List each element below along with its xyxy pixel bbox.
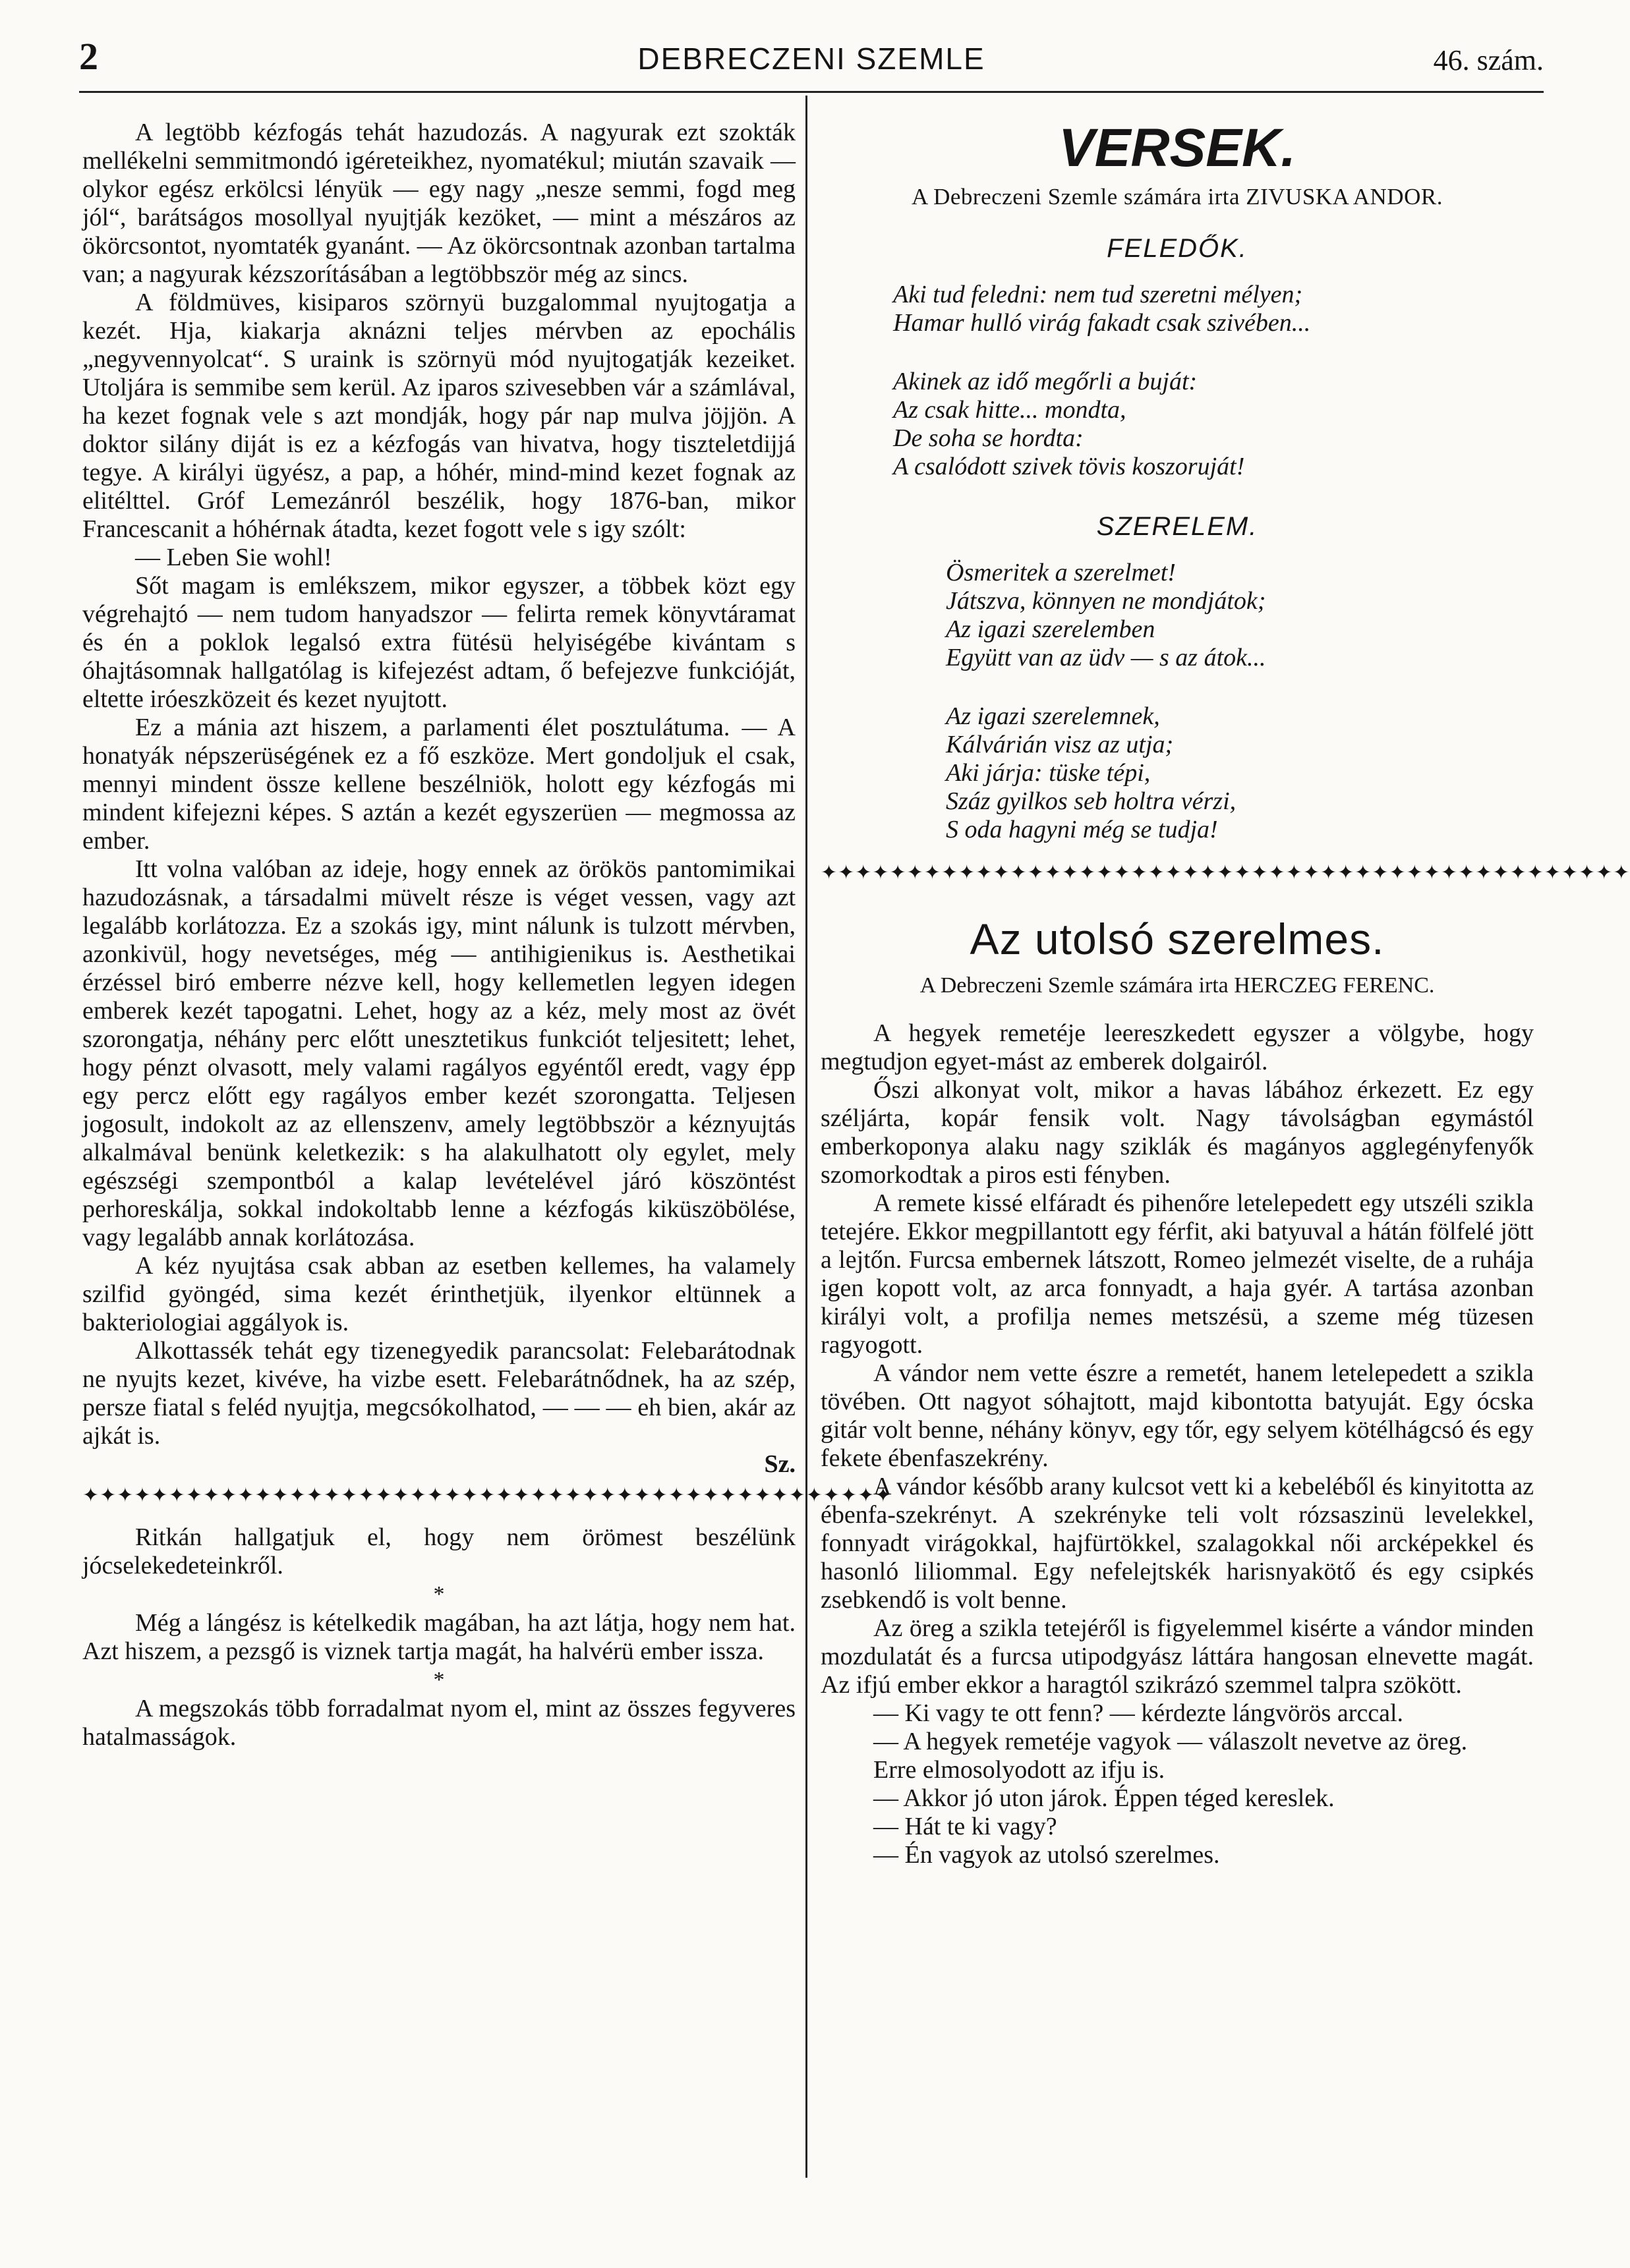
right-column <box>821 118 1630 1869</box>
story-paragraph: — Én vagyok az utolsó szerelmes. <box>873 1841 1220 1869</box>
poem-line: A csalódott szivek tövis koszoruját! <box>893 453 1245 480</box>
poem-line: Aki járja: tüske tépi, <box>946 759 1151 787</box>
poem-line: Az igazi szerelemnek, <box>946 702 1160 730</box>
page-header <box>79 34 1544 87</box>
poem-line: De soha se hordta: <box>893 424 1084 452</box>
asterisk-separator: * <box>433 1582 445 1606</box>
story-paragraph: A vándor később arany kulcsot vett ki a kebeléből és kinyitotta az ébenfa-szekrényt. A szekrényke teli volt rózsaszinü levelekkel, fonnyadt virágokkal, hajfürtökkel, szalagokkal női arcképekkel és hasonló liliommal. Egy nefelejtskék harisnyakötő és egy csipkés zsebkendő is volt benne. <box>821 1473 1534 1614</box>
poem-line: Aki tud feledni: nem tud szeretni mélyen; <box>893 281 1303 308</box>
story-paragraph: Az öreg a szikla tetejéről is figyelemmel kisérte a vándor minden mozdulatát és a furcsa utipodgyász láttára hangosan elnevette magát. Az ifjú ember ekkor a haragtól szikrázó szemmel talpra szökött. <box>821 1614 1534 1699</box>
story-paragraph: — A hegyek remetéje vagyok — válaszolt nevetve az öreg. <box>873 1728 1468 1755</box>
article-paragraph: Alkottassék tehát egy tizenegyedik parancsolat: Felebarátodnak ne nyujts kezet, kivéve, ha vizbe esett. Felebarátnődnek, ha az szép, persze fiatal s feléd nyujtja, megcsókolhatod, — — — eh bien, akár az ajkát is. <box>82 1337 796 1450</box>
story-paragraph: A vándor nem vette észre a remetét, hanem letelepedett a szikla tövében. Ott nagyot sóhajtott, majd kibontotta batyuját. Egy ócska gitár volt benne, néhány könyv, egy tőr, egy selyem kötélhágcsó és egy fekete ébenfaszekrény. <box>821 1359 1534 1472</box>
aphorism: Még a lángész is kételkedik magában, ha azt látja, hogy nem hat. Azt hiszem, a pezsgő is viznek tartja magát, ha halvérü ember issza. <box>82 1609 796 1665</box>
poem-line: Játszva, könnyen ne mondjátok; <box>946 587 1266 615</box>
poem-line: Az igazi szerelemben <box>946 615 1155 643</box>
poem-stanza <box>821 559 1534 672</box>
asterisk-separator: * <box>433 1668 445 1692</box>
story-paragraph: Őszi alkonyat volt, mikor a havas lábához érkezett. Ez egy széljárta, kopár fensik volt. Nagy távolságban egymástól emberkoponya alaku nagy sziklák és magányos agglegényfenyők szomorkodtak a piros esti fényben. <box>821 1076 1534 1189</box>
publication-title: DEBRECZENI SZEMLE <box>637 42 985 76</box>
article-paragraph: Ez a mánia azt hiszem, a parlamenti élet posztulátuma. — A honatyák népszerüségének ez a fő eszköze. Mert gondoljuk el csak, mennyi mindent össze kellene beszélniök, holott egy kézfogás mi mindent kifejezni képes. S aztán a kezét egyszerüen — megmossa az ember. <box>82 714 796 855</box>
article-signature: Sz. <box>764 1450 796 1478</box>
article-paragraph: — Leben Sie wohl! <box>135 544 332 571</box>
poem-line: Akinek az idő megőrli a buját: <box>893 368 1198 395</box>
article-paragraph: A legtöbb kézfogás tehát hazudozás. A nagyurak ezt szokták mellékelni semmitmondó igéreteikhez, nyomatékul; miután szavaik — olykor egész erkölcsi lényük — egy nagy „nesze semmi, fogd meg jól“, barátságos mosollyal nyujtják kezöket, — mint a mészáros az ökörcsontot, nyomtaték gyanánt. — Az ökörcsontnak azonban tartalma van; a nagyurak kézszorításában a legtöbbször még az sincs. <box>82 119 796 288</box>
story-paragraph: A remete kissé elfáradt és pihenőre letelepedett egy utszéli szikla tetejére. Ekkor megpillantott egy férfit, aki batyuval a hátán fölfelé jött a lejtőn. Furcsa embernek látszott, Romeo jelmezét viselte, de a ruhája igen kopott volt, az arca fonnyadt, a haja gyér. A tartása azonban királyi volt, a profilja nemes metszésü, a szeme még tüzesen ragyogott. <box>821 1189 1534 1359</box>
poem-line: Együtt van az üdv — s az átok... <box>946 644 1266 671</box>
section-byline: A Debreczeni Szemle számára irta ZIVUSKA ANDOR. <box>912 184 1443 210</box>
story-paragraph: — Akkor jó uton járok. Éppen téged kereslek. <box>873 1784 1335 1812</box>
header-rule <box>79 91 1544 93</box>
story-paragraph: — Hát te ki vagy? <box>873 1813 1057 1840</box>
article-paragraph: Itt volna valóban az ideje, hogy ennek az örökös pantomimikai hazudozásnak, a társadalmi müvelt része is véget vessen, vagy azt legalább korlátozza. Ez a szokás igy, mint nálunk is tulzott mérvben, azonkivül, hogy nevetséges, még — antihigienikus is. Aesthetikai érzéssel biró emberre nézve kell, hogy kellemetlen legyen idegen emberek kezét tapogatni. Lehet, hogy az a kéz, mely most az övét szorongatja, néhány perc előtt unesztetikus funkciót teljesitett; lehet, hogy pénzt olvasott, mely valami ragályos egyéntől eredt, vagy épp egy percz előtt egy ragályos ember kezét szorongatta. Teljesen jogosult, indokolt az az ellenszenv, amely legtöbbször a kéznyujtás alkalmával benünk keletkezik: s ha alakulhatott oly egylet, mely egészségi szempontból a kalap levételével járó köszöntést perhoreskálja, sokkal indokoltabb lenne a kézfogás kiküszöbölése, vagy legalább annak korlátozása. <box>82 855 796 1251</box>
poem-stanza <box>821 368 1534 481</box>
article-paragraph: A földmüves, kisiparos szörnyü buzgalommal nyujtogatja a kezét. Hja, kiakarja aknázni teljes mérvben az epochális „negyvennyolcat“. S uraink is szörnyü mód nyujtogatják kezeiket. Utoljára is semmibe sem kerül. Az iparos szivesebben vár a számlával, ha kezet fognak vele s azt mondják, hogy pár nap mulva jöjjön. A doktor silány diját is ez a kézfogás van hivatva, hogy tiszteletdijjá tegye. A királyi ügyész, a pap, a hóhér, mind-mind kezet fognak az elitélttel. Gróf Lemezánról beszélik, hogy 1876-ban, mikor Francescanit a hóhérnak átadta, kezet fogott vele s igy szólt: <box>82 289 796 543</box>
poem-line: Ösmeritek a szerelmet! <box>946 559 1176 586</box>
story-paragraph: — Ki vagy te ott fenn? — kérdezte lángvörös arccal. <box>873 1699 1404 1727</box>
poem-line: Hamar hulló virág fakadt csak szivében... <box>893 309 1311 337</box>
poem-line: Kálvárián visz az utja; <box>946 731 1174 758</box>
article-paragraph: Sőt magam is emlékszem, mikor egyszer, a többek közt egy végrehajtó — nem tudom hanyadszor — felirta remek könyvtáramat és én a poklok legalsó extra fütésü helyiségébe kivántam s óhajtásomnak hallgatólag is kifejezést adtam, ő befejezve funkcióját, eltette iróeszközeit és kezet nyujtott. <box>82 572 796 713</box>
left-column <box>82 119 892 1751</box>
poem-line: Száz gyilkos seb holtra vérzi, <box>946 787 1237 815</box>
aphorism: Ritkán hallgatjuk el, hogy nem örömest beszélünk jócselekedeteinkről. <box>82 1523 796 1579</box>
column-rule <box>805 96 807 2178</box>
story-paragraph: Erre elmosolyodott az ifju is. <box>873 1756 1165 1784</box>
story-byline: A Debreczeni Szemle számára irta HERCZEG FERENC. <box>919 973 1435 998</box>
article-paragraph: A kéz nyujtása csak abban az esetben kellemes, ha valamely szilfid gyöngéd, sima kezét érinthetjük, ilyenkor eltünnek a bakteriologiai aggályok is. <box>82 1252 796 1336</box>
poem-line: Az csak hitte... mondta, <box>893 396 1126 424</box>
story-paragraph: A hegyek remetéje leereszkedett egyszer a völgybe, hogy megtudjon egyet-mást az emberek dolgairól. <box>821 1019 1534 1075</box>
poem-stanza <box>821 702 1534 844</box>
poem-title: FELEDŐK. <box>1107 234 1248 263</box>
story-title: Az utolsó szerelmes. <box>970 915 1385 963</box>
section-title: VERSEK. <box>1059 118 1296 178</box>
issue-number: 46. szám. <box>1433 44 1544 76</box>
aphorism: A megszokás több forradalmat nyom el, mint az összes fegyveres hatalmasságok. <box>82 1695 796 1751</box>
poem-title: SZERELEM. <box>1096 512 1258 541</box>
poem-stanza <box>821 281 1534 337</box>
poem-line: S oda hagyni még se tudja! <box>946 816 1218 843</box>
ornament-divider: ✦✦✦✦✦✦✦✦✦✦✦✦✦✦✦✦✦✦✦✦✦✦✦✦✦✦✦✦✦✦✦✦✦✦✦✦✦✦✦✦✦✦✦✦✦✦✦ <box>821 862 1630 884</box>
page-number: 2 <box>79 35 98 78</box>
ornament-divider: ✦✦✦✦✦✦✦✦✦✦✦✦✦✦✦✦✦✦✦✦✦✦✦✦✦✦✦✦✦✦✦✦✦✦✦✦✦✦✦✦✦✦✦✦✦✦✦ <box>82 1485 892 1506</box>
